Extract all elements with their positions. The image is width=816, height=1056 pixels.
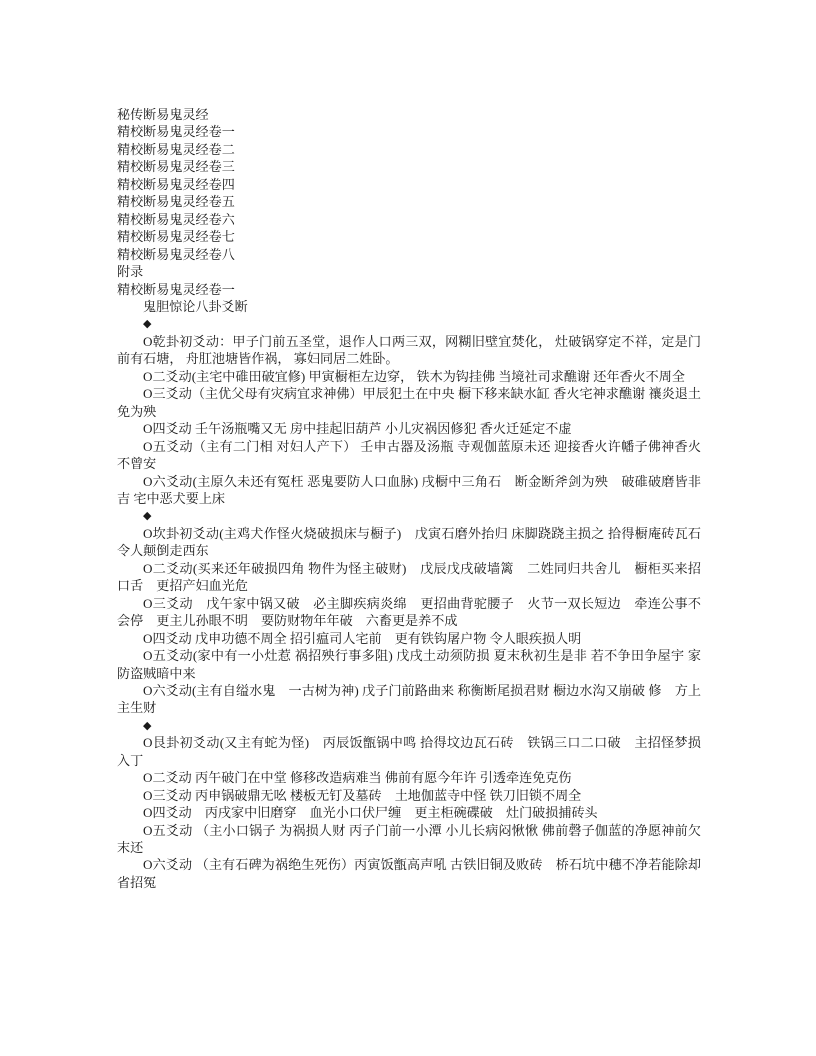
- toc-line-volume-8: 精校断易鬼灵经卷八: [117, 246, 235, 262]
- group-gen: [117, 717, 701, 892]
- entry-gen-4: O四爻动 丙戌家中旧磨穿 血光小口伏尸缠 更主柜碗碟破 灶门破损捕砖头: [143, 805, 598, 821]
- entry-kan-2: O二爻动(买来还年破损四角 物件为怪主破财) 戊辰戊戌破墙篱 二姓同归共舍儿 橱柜买来招口舌 更招产妇血光危: [117, 560, 701, 594]
- entry-qian-4: O四爻动 壬午汤瓶嘴又无 房中挂起旧葫芦 小儿灾祸因修犯 香火迁延定不虚: [143, 421, 572, 437]
- toc-line-volume-7: 精校断易鬼灵经卷七: [117, 229, 235, 245]
- section-title: 鬼胆惊论八卦爻断: [143, 298, 248, 314]
- entry-qian-2: O二爻动(主宅中碓田破宜修) 甲寅橱柜左边穿， 铁木为钩挂佛 当境社司求醮谢 还年香火不周全: [143, 368, 685, 384]
- toc-line-volume-1: 精校断易鬼灵经卷一: [117, 124, 235, 140]
- group-kan: [117, 507, 701, 716]
- entry-kan-6: O六爻动(主有自缢水鬼 一古树为神) 戊子门前路曲来 称衡断尾损君财 橱边水沟又崩破 修 方上主生财: [117, 682, 701, 716]
- chapter-heading: 精校断易鬼灵经卷一: [117, 281, 235, 297]
- toc-line-volume-3: 精校断易鬼灵经卷三: [117, 159, 235, 175]
- toc-line-volume-6: 精校断易鬼灵经卷六: [117, 211, 235, 227]
- toc-line-title: 秘传断易鬼灵经: [117, 107, 209, 122]
- entry-gen-1: O艮卦初爻动(又主有蛇为怪) 丙辰饭甑锅中鸣 拾得坟边瓦石砖 铁锅三口二口破 主招怪梦损入丁: [117, 735, 701, 768]
- diamond-bullet-icon: ◆: [143, 509, 152, 523]
- entry-qian-1: O乾卦初爻动：甲子门前五圣堂，退作人口两三双，网糊旧壁宜焚化， 灶破锅穿定不祥，定是门前有石塘， 舟肛池塘皆作祸， 寡妇同居二姓卧。: [117, 333, 701, 367]
- toc-line-appendix: 附录: [117, 264, 144, 280]
- diamond-bullet-icon: ◆: [143, 718, 152, 732]
- entry-qian-6: O六爻动(主原久未还有冤枉 恶鬼要防人口血脉) 戌橱中三角石 断金断斧剑为殃 破碓破磨皆非吉 宅中恶犬要上床: [117, 473, 701, 506]
- entry-kan-5: O五爻动(家中有一小灶惹 祸招殃行事多阻) 戊戌土动须防损 夏末秋初生是非 若不争田争屋宇 家防盗贼暗中来: [117, 648, 701, 681]
- toc-line-volume-2: 精校断易鬼灵经卷二: [117, 141, 235, 157]
- group-separator-bullet: [117, 717, 701, 734]
- entry-kan-1: O坎卦初爻动(主鸡犬作怪火烧破损床与橱子) 戊寅石磨外抬归 床脚跷跷主损之 拾得橱庵砖瓦石 令人颠倒走西东: [117, 525, 701, 559]
- entry-qian-5: O五爻动（主有二门相 对妇人产下） 壬申古器及汤瓶 寺观伽蓝原未还 迎接香火许幡子佛神香火不曾安: [117, 438, 701, 472]
- diamond-bullet-icon: ◆: [143, 317, 152, 331]
- group-separator-bullet: [117, 507, 701, 524]
- entry-gen-6: O六爻动 （主有石碑为祸绝生死伤）丙寅饭甑高声吼 古铁旧铜及败砖 桥石坑中穗不净若能除却省招冤: [117, 857, 701, 890]
- front-matter-block: [117, 106, 701, 281]
- group-separator-bullet: [117, 315, 701, 332]
- entry-kan-3: O三爻动 戊午家中锅又破 必主脚疾病炎绵 更招曲背驼腰子 火节一双长短边 牵连公事不会停 更主儿孙眼不明 要防财物年年破 六畜更是养不成: [117, 595, 701, 629]
- toc-line-volume-5: 精校断易鬼灵经卷五: [117, 194, 235, 210]
- document-body: [117, 106, 701, 891]
- entry-gen-2: O二爻动 丙午破门在中堂 修移改造病难当 佛前有愿今年许 引透牵连免克伤: [143, 770, 572, 786]
- toc-line-volume-4: 精校断易鬼灵经卷四: [117, 176, 235, 192]
- entry-qian-3: O三爻动（主优父母有灾病宜求神佛）甲辰犯土在中央 橱下移来缺水缸 香火宅神求醮谢 禳炎退土免为殃: [117, 386, 701, 419]
- entry-gen-5: O五爻动 （主小口锅子 为祸损人财 丙子门前一小潭 小儿长病闷愀愀 佛前磬子伽蓝的净愿神前欠末还: [117, 822, 701, 856]
- entry-gen-3: O三爻动 丙申锅破鼎无吆 楼板无钉及墓砖 土地伽蓝寺中怪 铁刀旧锁不周全: [143, 787, 582, 803]
- entry-kan-4: O四爻动 戊申功德不周全 招引瘟司人宅前 更有铁钩屠户物 令人眼疾损人明: [143, 630, 582, 646]
- group-qian: [117, 315, 701, 507]
